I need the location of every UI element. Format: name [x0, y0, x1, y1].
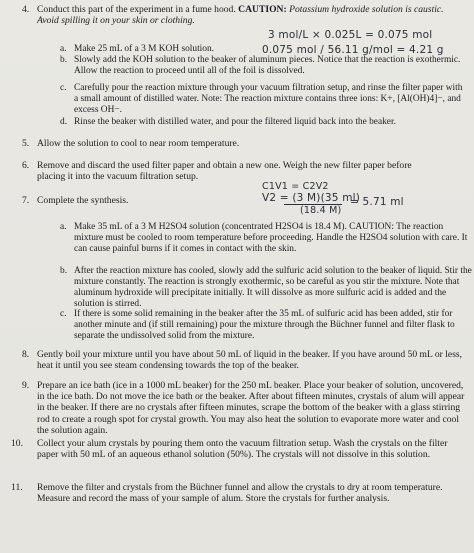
step-4d-text: Rinse the beaker with distilled water, and pour the filtered liquid back into the beaker.: [74, 117, 396, 127]
step-7c-letter: c.: [60, 309, 67, 319]
handwritten-volume-denominator: (18.4 M): [300, 205, 342, 216]
step-10-text: Collect your alum crystals by pouring them onto the vacuum filtration setup. Wash the crystals on the filter paper with 50 mL of an aqueous ethanol solution (50%). The crystals will not dissolve in this solution.: [37, 438, 448, 461]
step-7a-letter: a.: [60, 222, 67, 232]
step-8-text: Gently boil your mixture until you have about 50 mL of liquid in the beaker. If you have around 50 mL or less, heat it until you see steam condensing towards the top of the beaker.: [37, 349, 463, 372]
step-7b-text: After the reaction mixture has cooled, slowly add the sulfuric acid solution to the beaker of liquid. Stir the mixture constantly. The reaction is strongly exothermic, so be careful as you stir the mixture. Note that aluminum hydroxide will precipitate initially. It will dissolve as more sulfuric acid is added and the solution is stirred.: [74, 266, 472, 309]
step-4b-text: Slowly add the KOH solution to the beaker of aluminum pieces. Notice that the reaction is exothermic. Allow the reaction to proceed until all of the foil is dissolved.: [74, 55, 461, 76]
step-8-number: 8.: [22, 349, 30, 360]
step-10-number: 10.: [11, 438, 23, 449]
step-4c-text: Carefully pour the reaction mixture through your vacuum filtration setup, and rinse the filter paper with a small amount of distilled water. Note: The reaction mixture contains three ions: K+, [Al(OH)4]−, and excess OH−.: [74, 83, 463, 115]
step-4-number: 4.: [22, 4, 30, 15]
handwritten-volume-result: = 5.71 ml: [350, 196, 404, 208]
step-5-number: 5.: [22, 138, 30, 149]
step-11-number: 11.: [11, 482, 23, 493]
step-4-text: [37, 4, 462, 26]
step-4c-letter: c.: [60, 83, 67, 93]
handwritten-mass: 0.075 mol / 56.11 g/mol = 4.21 g: [262, 44, 444, 56]
step-11-text: Remove the filter and crystals from the Büchner funnel and allow the crystals to dry at room temperature. Measure and record the mass of your sample of alum. Store the crystals for further analysis.: [37, 482, 443, 505]
step-6-text: Remove and discard the used filter paper and obtain a new one. Weigh the new filter paper before placing it into the vacuum filtration setup.: [37, 160, 412, 183]
handwritten-volume-numerator: V2 = (3 M)(35 ml): [262, 192, 361, 204]
step-5-text: Allow the solution to cool to near room temperature.: [37, 138, 240, 149]
step-9-number: 9.: [22, 380, 30, 391]
step-7a-text: Make 35 mL of a 3 M H2SO4 solution (concentrated H2SO4 is 18.4 M). CAUTION: The reaction mixture must be cooled to room temperature before proceeding. Handle the H2SO4 solution with care. It can cause painful burns if it comes in contact with the skin.: [74, 222, 468, 254]
handwritten-dilution-formula: C1V1 = C2V2: [262, 181, 329, 192]
step-4a-letter: a.: [60, 44, 67, 54]
step-7c-text: If there is some solid remaining in the beaker after the 35 mL of sulfuric acid has been added, stir for another minute and (if still remaining) pour the mixture through the Büchner funnel and filter flask to separate the undissolved solid from the mixture.: [74, 309, 455, 341]
step-4-caution-label: CAUTION:: [238, 4, 287, 15]
step-6-number: 6.: [22, 160, 30, 171]
step-7-number: 7.: [22, 195, 30, 206]
handwritten-moles: 3 mol/L × 0.025L = 0.075 mol: [268, 29, 433, 41]
step-4b-letter: b.: [60, 55, 68, 65]
step-4d-letter: d.: [60, 117, 68, 127]
step-9-text: Prepare an ice bath (ice in a 1000 mL beaker) for the 250 mL beaker. Place your beaker of solution, uncovered, in the ice bath. Do not move the ice bath or the beaker. After about fifteen minutes, crystals of alum will appear in the beaker. If there are no crystals after fifteen minutes, scrape the bottom of the beaker with a glass stirring rod to create a rough spot for crystal growth. You may also heat the solution to evaporate more water and cool the solution again.: [37, 380, 465, 436]
step-4-caution-text: Potassium hydroxide solution is caustic. Avoid spilling it on your skin or clothing.: [37, 4, 444, 27]
step-4-intro: Conduct this part of the experiment in a fume hood.: [37, 4, 236, 15]
step-7-text: Complete the synthesis.: [37, 195, 129, 206]
step-7b-letter: b.: [60, 266, 68, 276]
step-4a-text: Make 25 mL of a 3 M KOH solution.: [74, 44, 215, 54]
